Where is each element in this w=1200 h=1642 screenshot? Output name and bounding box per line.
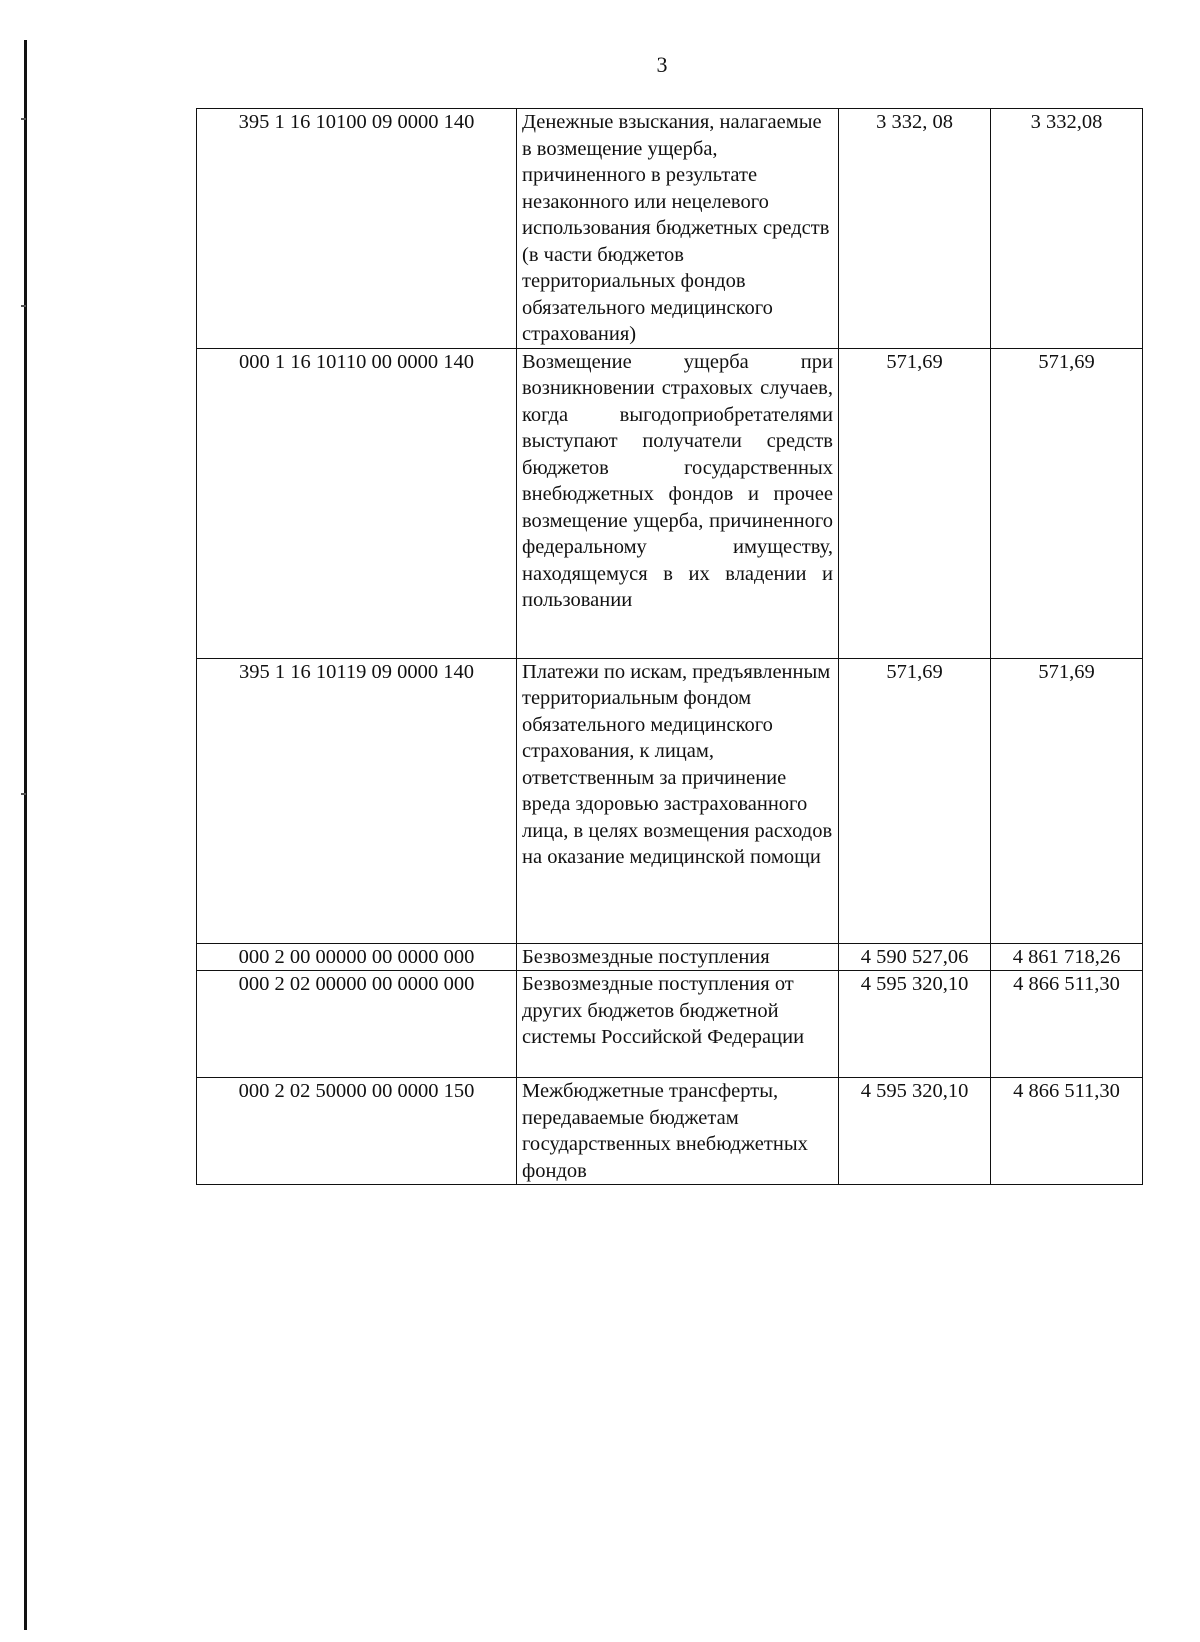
budget-revenue-table bbox=[196, 108, 1143, 1185]
value-1-cell: 4 590 527,06 bbox=[839, 943, 991, 971]
value-1-cell: 4 595 320,10 bbox=[839, 1078, 991, 1185]
revenue-name-cell: Возмещение ущерба при возникновении страховых случаев, когда выгодоприобретателями выступают получатели средств бюджетов государственных внебюджетных фондов и прочее возмещение ущерба, причиненного федеральному имуществу, находящемуся в их владении и пользовании bbox=[517, 348, 839, 658]
budget-code-cell: 000 2 02 50000 00 0000 150 bbox=[197, 1078, 517, 1185]
value-2-cell: 4 861 718,26 bbox=[991, 943, 1143, 971]
revenue-name-cell: Денежные взыскания, налагаемые в возмещение ущерба, причиненного в результате незаконного или нецелевого использования бюджетных средств (в части бюджетов территориальных фондов обязательного медицинского страхования) bbox=[517, 109, 839, 349]
revenue-name-cell: Платежи по искам, предъявленным территориальным фондом обязательного медицинского страхования, к лицам, ответственным за причинение вреда здоровью застрахованного лица, в целях возмещения расходов на оказание медицинской помощи bbox=[517, 658, 839, 943]
budget-code-cell: 000 1 16 10110 00 0000 140 bbox=[197, 348, 517, 658]
binding-mark bbox=[21, 305, 26, 307]
value-1-cell: 571,69 bbox=[839, 658, 991, 943]
table-row bbox=[197, 1078, 1143, 1185]
value-2-cell: 4 866 511,30 bbox=[991, 1078, 1143, 1185]
value-1-cell: 4 595 320,10 bbox=[839, 971, 991, 1078]
value-1-cell: 571,69 bbox=[839, 348, 991, 658]
table-row bbox=[197, 658, 1143, 943]
budget-code-cell: 395 1 16 10100 09 0000 140 bbox=[197, 109, 517, 349]
budget-code-cell: 395 1 16 10119 09 0000 140 bbox=[197, 658, 517, 943]
budget-code-cell: 000 2 02 00000 00 0000 000 bbox=[197, 971, 517, 1078]
table-row bbox=[197, 971, 1143, 1078]
table-row bbox=[197, 348, 1143, 658]
revenue-name-cell: Межбюджетные трансферты, передаваемые бюджетам государственных внебюджетных фондов bbox=[517, 1078, 839, 1185]
budget-code-cell: 000 2 00 00000 00 0000 000 bbox=[197, 943, 517, 971]
binding-mark bbox=[21, 793, 26, 795]
table-row bbox=[197, 943, 1143, 971]
page-number: 3 bbox=[656, 52, 668, 77]
revenue-name-cell: Безвозмездные поступления bbox=[517, 943, 839, 971]
revenue-name-cell: Безвозмездные поступления от других бюджетов бюджетной системы Российской Федерации bbox=[517, 971, 839, 1078]
value-2-cell: 3 332,08 bbox=[991, 109, 1143, 349]
table-row bbox=[197, 109, 1143, 349]
value-2-cell: 571,69 bbox=[991, 658, 1143, 943]
value-2-cell: 571,69 bbox=[991, 348, 1143, 658]
value-2-cell: 4 866 511,30 bbox=[991, 971, 1143, 1078]
binding-edge-line bbox=[24, 40, 27, 1630]
binding-mark bbox=[21, 118, 26, 120]
value-1-cell: 3 332, 08 bbox=[839, 109, 991, 349]
